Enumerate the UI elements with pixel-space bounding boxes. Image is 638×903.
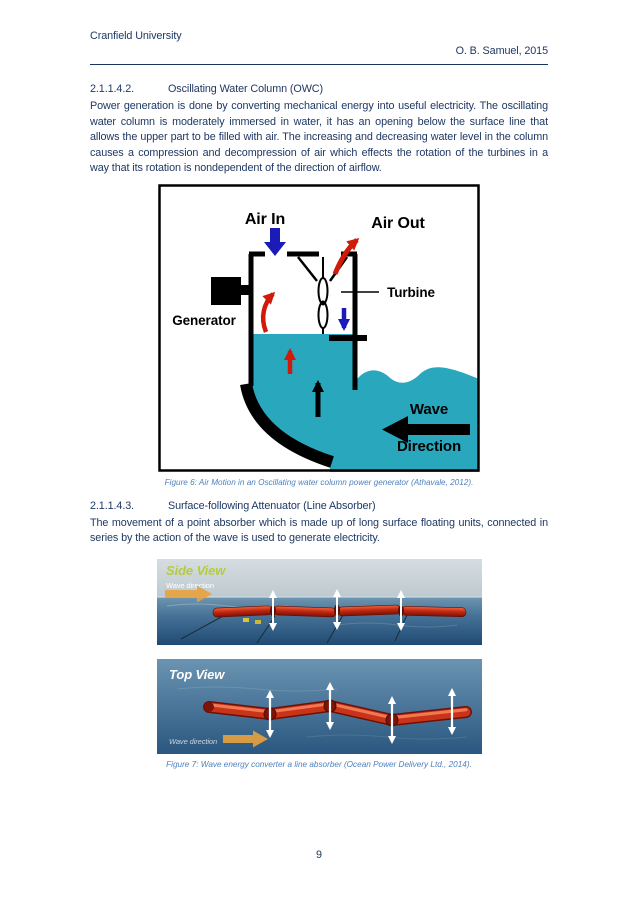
side-view-title: Side View xyxy=(165,562,225,578)
turbine-hub xyxy=(321,300,326,305)
section-title-attenuator: Surface-following Attenuator (Line Absorber) xyxy=(168,499,376,512)
attenuator-side-view xyxy=(157,559,482,645)
damper-bar xyxy=(329,335,367,341)
turbine-blade-lower xyxy=(319,302,328,328)
side-wave-direction-label: Wave direction xyxy=(165,580,214,590)
section-heading-owc xyxy=(90,83,548,95)
figure-6-image xyxy=(158,184,480,472)
generator-box xyxy=(211,277,241,305)
turbine-label: Turbine xyxy=(387,284,435,300)
header-author: O. B. Samuel, 2015 xyxy=(455,45,548,57)
top-wave-direction-label: Wave direction xyxy=(168,736,217,746)
owc-diagram xyxy=(158,184,480,472)
turbine-blade-upper xyxy=(319,278,328,304)
wave-label: Wave xyxy=(409,400,449,418)
float-buoy xyxy=(243,618,249,622)
figure-7-caption: Figure 7: Wave energy converter a line absorber (Ocean Power Delivery Ltd., 2014). xyxy=(166,759,472,769)
float-buoy xyxy=(255,620,261,624)
figure-7-image xyxy=(157,559,482,754)
sea-water xyxy=(355,367,479,472)
top-view-title: Top View xyxy=(168,666,224,682)
section-number-attenuator: 2.1.1.4.3. xyxy=(90,499,135,512)
paragraph-owc: Power generation is done by converting mechanical energy into useful electricity. The oscillating water column is moderately immersed in water, it has an opening below the surface line that allows the upper part to be filled with air. The increasing and decreasing water level in the column causes a compression and decompression of air which effects the rotation of the turbines in a way that its rotation is nondependent of the direction of airflow. xyxy=(90,100,548,174)
paragraph-attenuator: The movement of a point absorber which is made up of long surface floating units, connected in series by the action of the wave is used to generate electricity. xyxy=(90,516,548,544)
header-university: Cranfield University xyxy=(90,30,182,42)
page-number: 9 xyxy=(316,849,322,861)
figure-6-caption: Figure 6: Air Motion in an Oscillating water column power generator (Athavale, 2012). xyxy=(164,477,474,487)
generator-label: Generator xyxy=(172,312,236,328)
air-out-label: Air Out xyxy=(371,214,425,232)
section-number-owc: 2.1.1.4.2. xyxy=(90,83,135,95)
section-title-owc: Oscillating Water Column (OWC) xyxy=(168,83,323,95)
generator-connector xyxy=(241,285,251,295)
section-heading-attenuator xyxy=(90,500,548,512)
header-rule xyxy=(90,64,548,65)
direction-label: Direction xyxy=(396,437,462,455)
air-in-label: Air In xyxy=(244,210,286,228)
attenuator-top-view xyxy=(157,659,482,754)
